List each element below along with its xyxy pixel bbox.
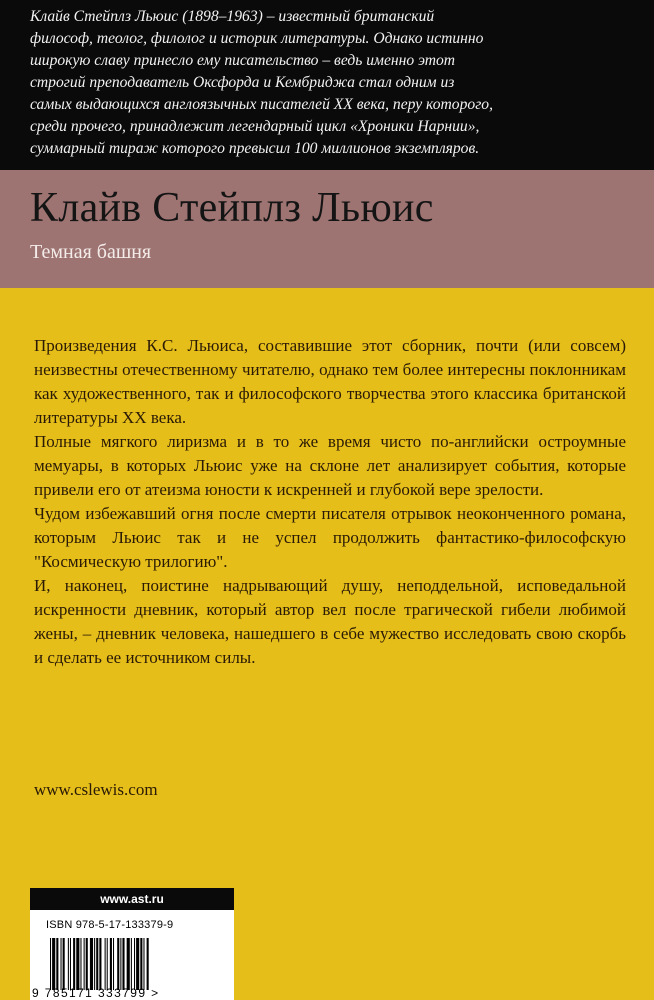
barcode-bar bbox=[117, 938, 119, 990]
author-bio-line: среди прочего, принадлежит легендарный цикл «Хроники Нарнии», bbox=[30, 118, 480, 135]
barcode-bar bbox=[120, 938, 121, 990]
barcode-bar bbox=[63, 938, 65, 990]
barcode-digits: 9 785171 333799 > bbox=[32, 986, 160, 1000]
barcode-bar bbox=[140, 938, 142, 990]
author-name: Клайв Стейплз Льюис bbox=[30, 185, 434, 231]
barcode-bar bbox=[70, 938, 71, 990]
barcode-box bbox=[30, 888, 234, 1000]
author-bio-band bbox=[0, 0, 654, 170]
barcode-bar bbox=[90, 938, 93, 990]
author-bio-line: философ, теолог, филолог и историк литературы. Однако истинно bbox=[30, 30, 484, 47]
book-description bbox=[34, 334, 626, 670]
description-paragraph: Полные мягкого лиризма и в то же время чисто по-английски остроумные мемуары, в которых Льюис уже на склоне лет анализирует события, которые привели его от атеизма юности к искренней и глубокой вере зрелости. bbox=[34, 432, 626, 499]
barcode-bar bbox=[110, 938, 112, 990]
website-link[interactable]: www.cslewis.com bbox=[34, 780, 158, 799]
barcode-bar bbox=[113, 938, 114, 990]
barcode-bar bbox=[96, 938, 98, 990]
barcode-bar bbox=[94, 938, 95, 990]
barcode-bar bbox=[107, 938, 108, 990]
barcode-bar bbox=[76, 938, 79, 990]
barcode-bar bbox=[68, 938, 69, 990]
description-paragraph: И, наконец, поистине надрывающий душу, неподдельной, исповедальной искренности дневник, который автор вел после трагической гибели любимой жены, – дневник человека, нашедшего в себе мужество исследовать свою скорбь и сделать ее источником силы. bbox=[34, 576, 626, 667]
barcode-bar bbox=[80, 938, 81, 990]
isbn-label: ISBN 978-5-17-133379-9 bbox=[46, 919, 174, 931]
barcode-bar bbox=[56, 938, 58, 990]
publisher-url: www.ast.ru bbox=[30, 888, 234, 910]
barcode-bar bbox=[131, 938, 132, 990]
author-bio-line: Клайв Стейплз Льюис (1898–1963) – известный британский bbox=[30, 8, 435, 25]
barcode-bar bbox=[122, 938, 124, 990]
barcode bbox=[48, 938, 218, 990]
barcode-bar bbox=[136, 938, 139, 990]
author-bio-line: строгий преподаватель Оксфорда и Кембриджа стал одним из bbox=[30, 74, 455, 91]
barcode-bar bbox=[50, 938, 51, 990]
barcode-bar bbox=[143, 938, 144, 990]
barcode-bar bbox=[84, 938, 85, 990]
author-bio-line: суммарный тираж которого превысил 100 миллионов экземпляров. bbox=[30, 140, 480, 157]
barcode-bar bbox=[61, 938, 62, 990]
barcode-bar bbox=[86, 938, 88, 990]
barcode-bar bbox=[52, 938, 55, 990]
barcode-bar bbox=[99, 938, 101, 990]
barcode-bar bbox=[147, 938, 149, 990]
barcode-bar bbox=[105, 938, 106, 990]
description-paragraph: Произведения К.С. Льюиса, составившие этот сборник, почти (или совсем) неизвестны отечественному читателю, однако тем более интересны поклонникам как художественного, так и философского творчества этого классика британской литературы XX века. bbox=[34, 336, 626, 427]
barcode-bar bbox=[127, 938, 130, 990]
description-paragraph: Чудом избежавший огня после смерти писателя отрывок неоконченного романа, которым Льюис так и не успел продолжить фантастико-философскую "Космическую трилогию". bbox=[34, 504, 626, 571]
barcode-bar bbox=[134, 938, 135, 990]
author-bio bbox=[30, 6, 630, 160]
book-title: Темная башня bbox=[30, 241, 152, 263]
author-bio-line: самых выдающихся англоязычных писателей XX века, перу которого, bbox=[30, 96, 493, 113]
author-bio-line: широкую славу принесло ему писательство – ведь именно этот bbox=[30, 52, 456, 69]
barcode-bar bbox=[73, 938, 75, 990]
